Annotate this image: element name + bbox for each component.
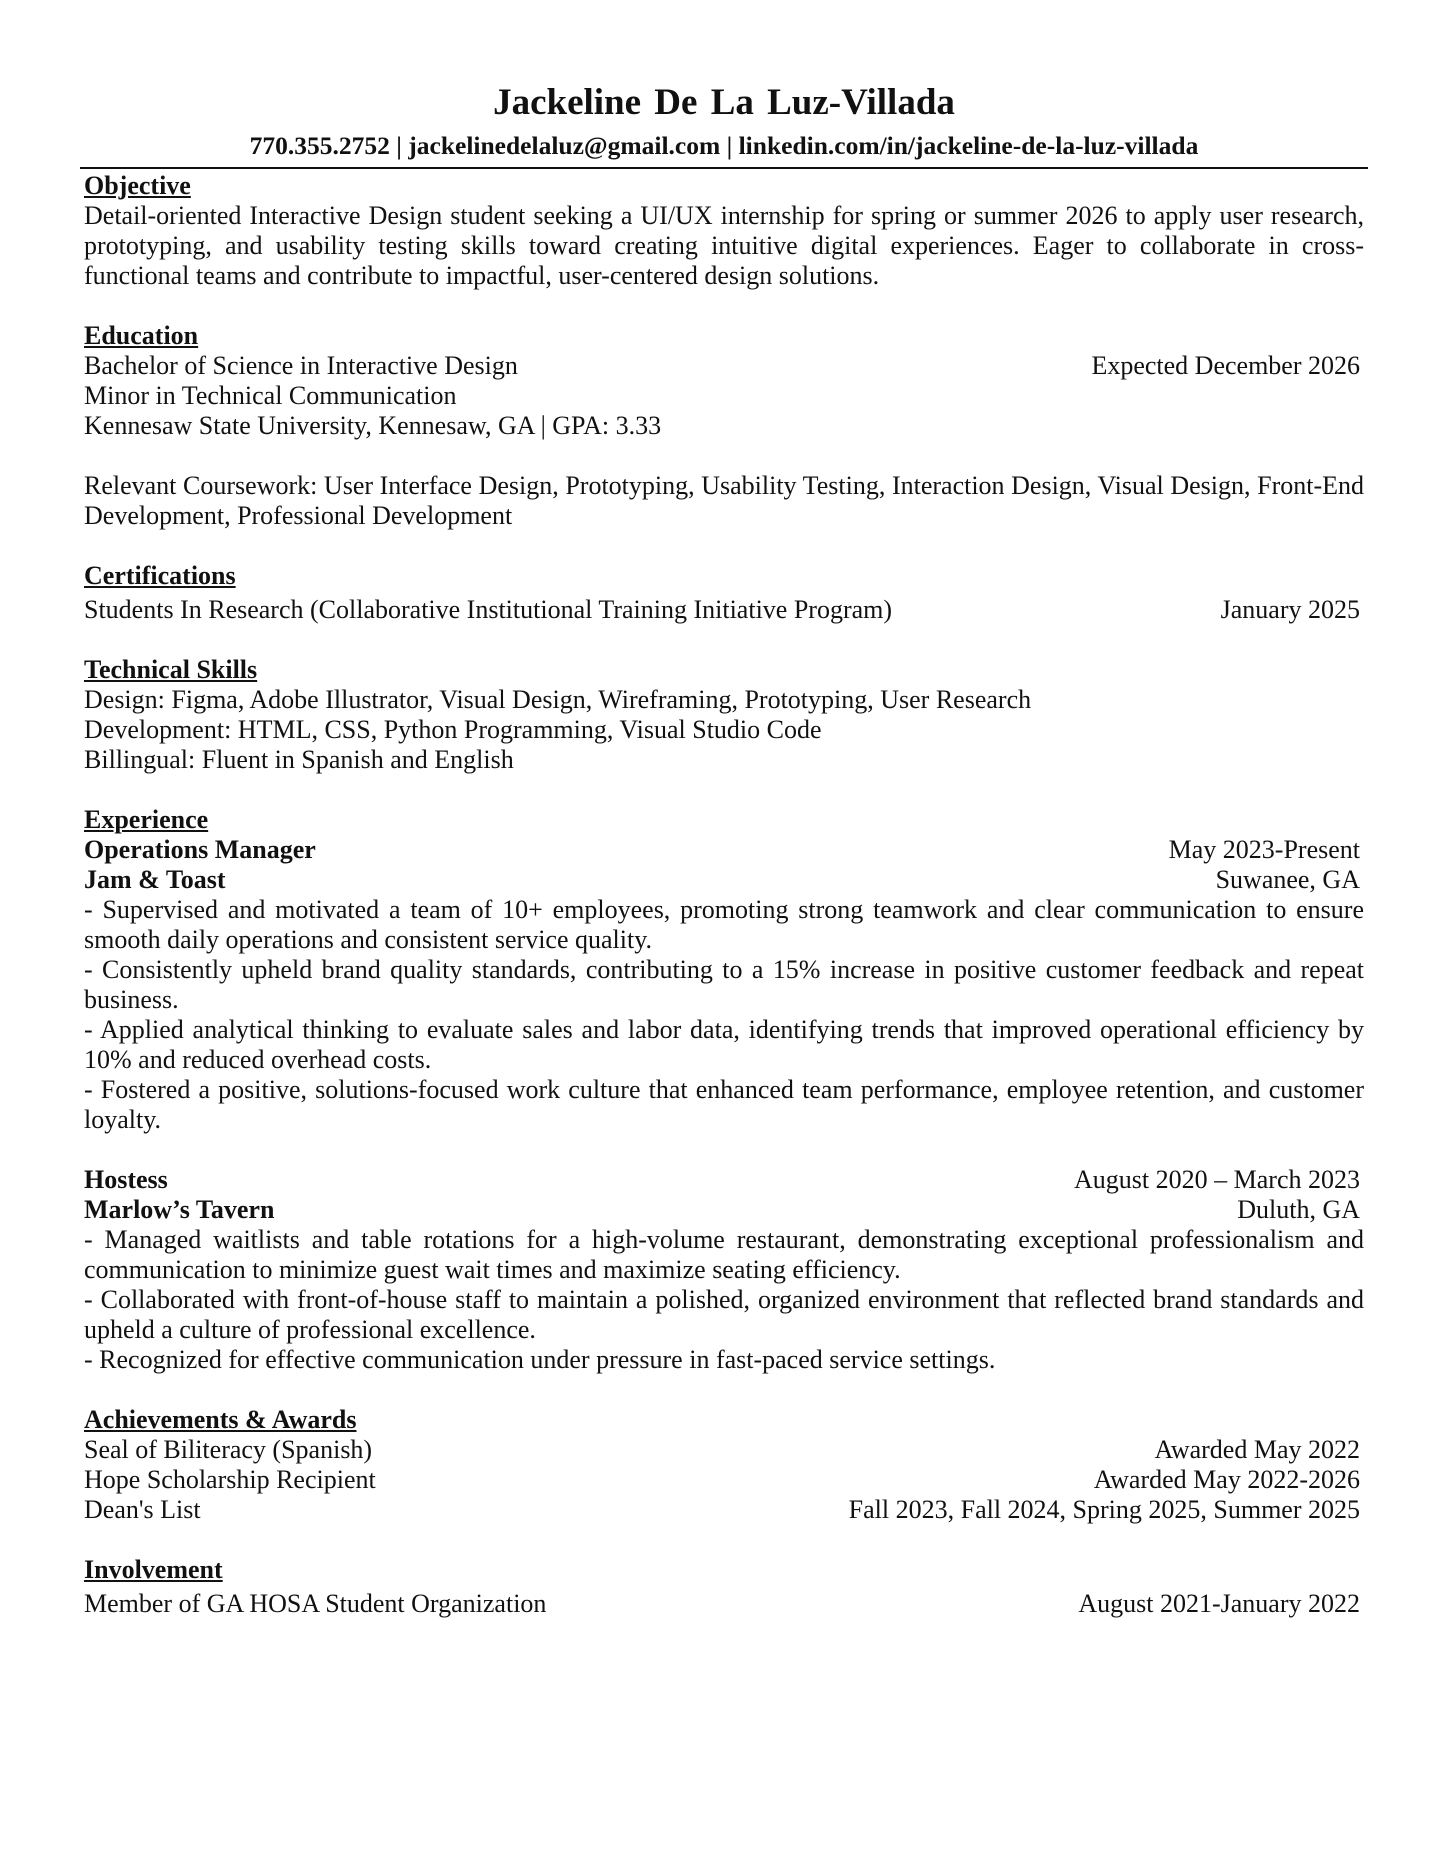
job-bullet: - Recognized for effective communication under pressure in fast-paced service settings. — [84, 1345, 996, 1374]
job-company-row — [84, 1195, 1364, 1225]
education-coursework: Relevant Coursework: User Interface Design, Prototyping, Usability Testing, Interaction Design, Visual Design, Front-End Development, Professional Development — [84, 471, 1364, 530]
job-title: Operations Manager — [84, 835, 316, 864]
section-heading-objective: Objective — [84, 171, 191, 200]
achievement-name: Dean's List — [84, 1495, 201, 1524]
certification-date: January 2025 — [1220, 595, 1360, 624]
job-company-row — [84, 865, 1364, 895]
achievement-row — [84, 1465, 1364, 1495]
achievement-date: Fall 2023, Fall 2024, Spring 2025, Summer 2025 — [848, 1495, 1360, 1524]
achievement-name: Seal of Biliteracy (Spanish) — [84, 1435, 373, 1464]
job-bullet: - Fostered a positive, solutions-focused work culture that enhanced team performance, employee retention, and customer loyalty. — [84, 1075, 1364, 1134]
achievement-date: Awarded May 2022 — [1154, 1435, 1360, 1464]
job-title-row — [84, 1165, 1364, 1195]
education-expected-date: Expected December 2026 — [1091, 351, 1360, 380]
job-company: Jam & Toast — [84, 865, 226, 894]
achievement-name: Hope Scholarship Recipient — [84, 1465, 376, 1494]
certification-row — [84, 595, 1364, 625]
achievement-row — [84, 1435, 1364, 1465]
education-school: Kennesaw State University, Kennesaw, GA | GPA: 3.33 — [84, 411, 662, 440]
involvement-date: August 2021-January 2022 — [1078, 1589, 1360, 1618]
job-title-row — [84, 835, 1364, 865]
certification-name: Students In Research (Collaborative Institutional Training Initiative Program) — [84, 595, 893, 624]
section-heading-technical-skills: Technical Skills — [84, 655, 258, 684]
skills-languages: Billingual: Fluent in Spanish and English — [84, 745, 514, 774]
education-degree-row — [84, 351, 1364, 381]
job-bullet: - Managed waitlists and table rotations for a high-volume restaurant, demonstrating exceptional professionalism and communication to minimize guest wait times and maximize seating efficiency. — [84, 1225, 1364, 1284]
header-divider — [80, 167, 1368, 169]
contact-line: 770.355.2752 | jackelinedelaluz@gmail.com | linkedin.com/in/jackeline-de-la-luz-villada — [249, 131, 1199, 160]
section-heading-certifications: Certifications — [84, 561, 236, 590]
section-heading-achievements: Achievements & Awards — [84, 1405, 357, 1434]
job-bullet: - Collaborated with front-of-house staff to maintain a polished, organized environment that reflected brand standards and upheld a culture of professional excellence. — [84, 1285, 1364, 1344]
job-dates: May 2023-Present — [1168, 835, 1360, 864]
section-heading-education: Education — [84, 321, 199, 350]
job-bullet: - Applied analytical thinking to evaluate sales and labor data, identifying trends that improved operational efficiency by 10% and reduced overhead costs. — [84, 1015, 1364, 1074]
section-heading-experience: Experience — [84, 805, 209, 834]
involvement-name: Member of GA HOSA Student Organization — [84, 1589, 547, 1618]
objective-text: Detail-oriented Interactive Design student seeking a UI/UX internship for spring or summer 2026 to apply user research, prototyping, and usability testing skills toward creating intuitive digital experiences. Eager to collaborate in cross-functional teams and contribute to impactful, user-centered design solutions. — [84, 201, 1364, 290]
candidate-name: Jackeline De La Luz-Villada — [493, 82, 955, 123]
job-title: Hostess — [84, 1165, 168, 1194]
job-bullet: - Supervised and motivated a team of 10+ employees, promoting strong teamwork and clear communication to ensure smooth daily operations and consistent service quality. — [84, 895, 1364, 954]
section-heading-involvement: Involvement — [84, 1555, 223, 1584]
achievement-row — [84, 1495, 1364, 1525]
skills-development: Development: HTML, CSS, Python Programming, Visual Studio Code — [84, 715, 822, 744]
job-location: Suwanee, GA — [1215, 865, 1360, 894]
job-bullet: - Consistently upheld brand quality standards, contributing to a 15% increase in positive customer feedback and repeat business. — [84, 955, 1364, 1014]
education-minor: Minor in Technical Communication — [84, 381, 457, 410]
involvement-row — [84, 1589, 1364, 1619]
achievement-date: Awarded May 2022-2026 — [1093, 1465, 1360, 1494]
skills-design: Design: Figma, Adobe Illustrator, Visual Design, Wireframing, Prototyping, User Research — [84, 685, 1032, 714]
resume-page — [84, 80, 1364, 1619]
job-company: Marlow’s Tavern — [84, 1195, 275, 1224]
education-degree: Bachelor of Science in Interactive Design — [84, 351, 518, 380]
job-dates: August 2020 – March 2023 — [1074, 1165, 1360, 1194]
job-location: Duluth, GA — [1237, 1195, 1360, 1224]
